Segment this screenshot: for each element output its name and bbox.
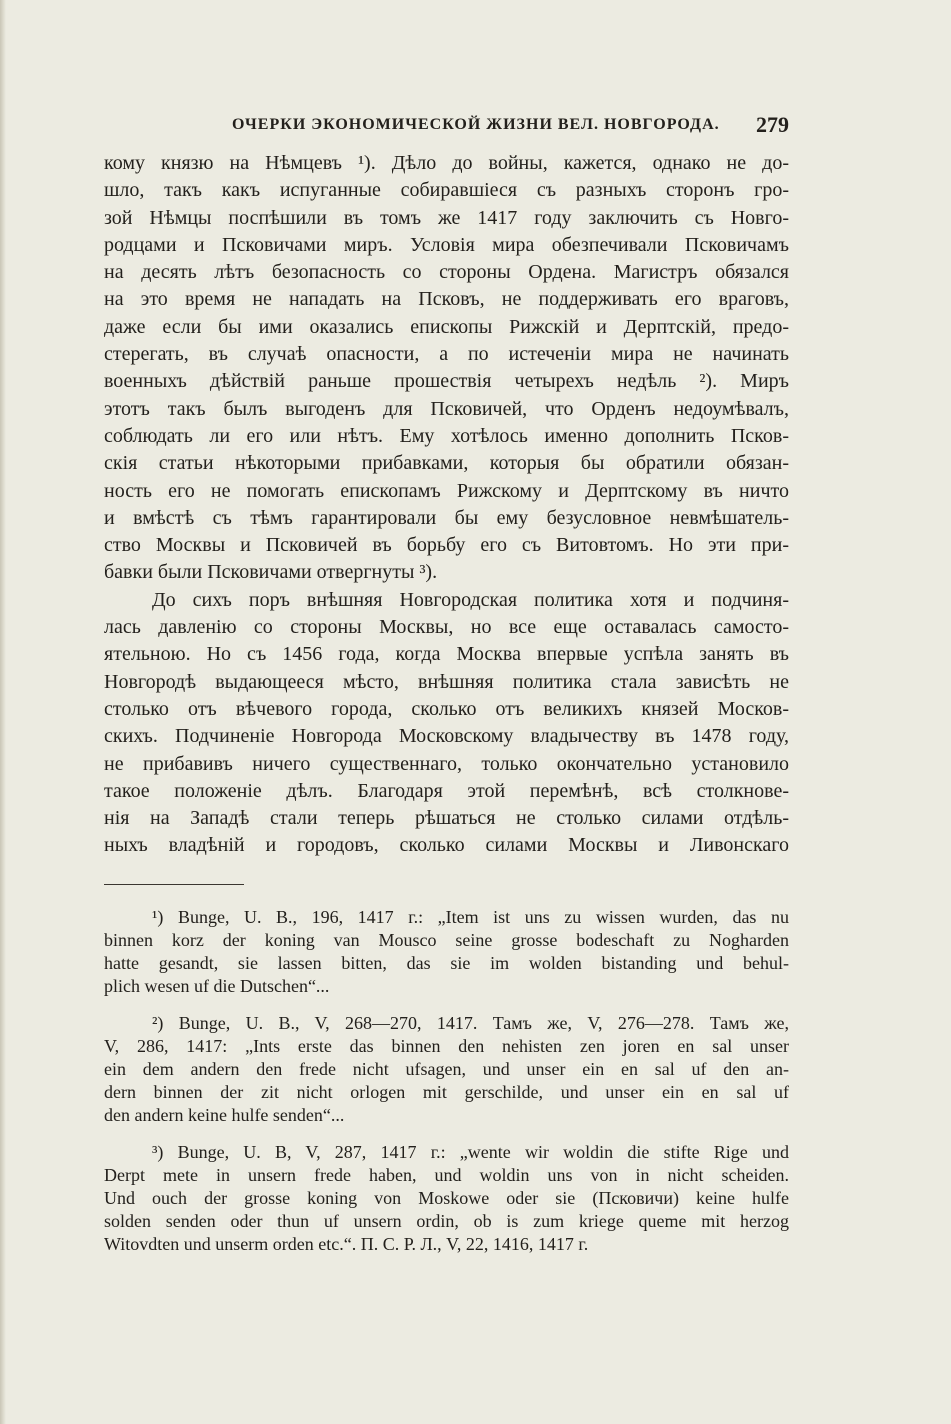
footnote-line: ²) Bunge, U. B., V, 268—270, 1417. Тамъ же, V, 276—278. Тамъ же, (152, 1013, 789, 1033)
footnote-line: ¹) Bunge, U. B., 196, 1417 г.: „Item ist uns zu wissen wurden, das nu (152, 907, 789, 927)
footnote-line: Derpt mete in unsern frede haben, und woldin uns von in nicht scheiden. (104, 1165, 789, 1185)
text-line: нія на Западѣ стали теперь рѣшаться не столько силами отдѣль- (104, 807, 789, 830)
text-line: на это время не нападать на Псковъ, не поддерживать его враговъ, (104, 288, 789, 311)
footnote-line: dern binnen der zit nicht orlogen mit gerschilde, und unser ein en sal uf (104, 1082, 789, 1102)
text-line: не прибавивъ ничего существеннаго, только окончательно установило (104, 752, 789, 775)
text-line: родцами и Псковичами миръ. Условія мира обезпечивали Псковичамъ (104, 233, 789, 256)
text-line: ятельною. Но съ 1456 года, когда Москва впервые успѣла занять въ (104, 643, 789, 666)
text-line: шло, такъ какъ испуганные собиравшіеся съ разныхъ сторонъ гро- (104, 179, 789, 202)
text-line: скихъ. Подчиненіе Новгорода Московскому владычеству въ 1478 году, (104, 725, 789, 748)
text-line: столько отъ вѣчевого города, сколько отъ великихъ князей Москов- (104, 697, 789, 720)
text-line: ныхъ владѣній и городовъ, сколько силами Москвы и Ливонскаго (104, 834, 789, 857)
text-line: такое положеніе дѣлъ. Благодаря этой перемѣнѣ, всѣ столкнове- (104, 779, 789, 802)
footnote-line: hatte gesandt, sie lassen bitten, das sie im wolden bistanding und behul- (104, 953, 789, 973)
footnote-divider (104, 884, 244, 885)
main-text (104, 150, 789, 860)
footnote-2 (104, 1012, 789, 1127)
text-line: этотъ такъ былъ выгоденъ для Псковичей, что Орденъ недоумѣвалъ, (104, 397, 789, 420)
text-line: кому князю на Нѣмцевъ ¹). Дѣло до войны, кажется, однако не до- (104, 152, 789, 174)
footnote-line: binnen korz der koning van Mousco seine grosse bodeschaft zu Nogharden (104, 930, 789, 950)
text-line: стерегать, въ случаѣ опасности, а по истеченіи мира не начинать (104, 343, 789, 366)
text-line: соблюдать ли его или нѣтъ. Ему хотѣлось именно дополнить Псков- (104, 424, 789, 447)
footnotes (104, 906, 789, 1256)
footnote-line: Witovdten und unserm orden etc.“. П. С. Р. Л., V, 22, 1416, 1417 г. (104, 1234, 589, 1254)
text-line: и вмѣстѣ съ тѣмъ гарантировали бы ему безусловное невмѣшатель- (104, 506, 789, 529)
text-line: ность его не помогать епископамъ Рижскому и Дерптскому въ ничто (104, 479, 789, 502)
footnote-3 (104, 1141, 789, 1256)
text-line: ство Москвы и Псковичей въ борьбу его съ Витовтомъ. Но эти при- (104, 534, 789, 557)
page-edge (0, 0, 6, 1424)
footnote-line: solden senden oder thun uf unsern ordin, ob is zum kriege queme mit herzog (104, 1211, 789, 1231)
running-header (104, 112, 789, 142)
page-number: 279 (756, 112, 789, 137)
text-line: бавки были Псковичами отвергнуты ³). (104, 561, 438, 584)
footnote-line: plich wesen uf die Dutschen“... (104, 976, 330, 996)
footnote-line: ³) Bunge, U. B, V, 287, 1417 г.: „wente wir woldin die stifte Rige und (152, 1142, 789, 1162)
footnote-line: den andern keine hulfe senden“... (104, 1105, 345, 1125)
footnote-1 (104, 906, 789, 998)
running-title: ОЧЕРКИ ЭКОНОМИЧЕСКОЙ ЖИЗНИ ВЕЛ. НОВГОРОДА. (232, 116, 720, 133)
text-line: на десять лѣтъ безопасность со стороны Ордена. Магистръ обязался (104, 261, 789, 284)
text-line: скія статьи нѣкоторыми прибавками, которыя бы обратили обязан- (104, 452, 789, 475)
footnote-line: ein dem andern den frede nicht ufsagen, und unser ein en sal uf den an- (104, 1059, 789, 1079)
text-line: военныхъ дѣйствій раньше прошествія четырехъ недѣль ²). Миръ (104, 370, 789, 393)
text-line: До сихъ поръ внѣшняя Новгородская политика хотя и подчиня- (152, 588, 789, 611)
footnote-line: Und ouch der grosse koning von Moskowe oder sie (Псковичи) keine hulfe (104, 1188, 789, 1208)
text-line: лась давленію со стороны Москвы, но все еще оставалась самосто- (104, 616, 789, 639)
text-line: Новгородѣ выдающееся мѣсто, внѣшняя политика стала зависѣть не (104, 670, 789, 693)
footnote-line: V, 286, 1417: „Ints erste das binnen den nehisten zen joren en sal unser (104, 1036, 789, 1056)
text-line: даже если бы ими оказались епископы Рижскій и Дерптскій, предо- (104, 315, 789, 338)
text-line: зой Нѣмцы поспѣшили въ томъ же 1417 году заключить съ Новго- (104, 206, 789, 229)
